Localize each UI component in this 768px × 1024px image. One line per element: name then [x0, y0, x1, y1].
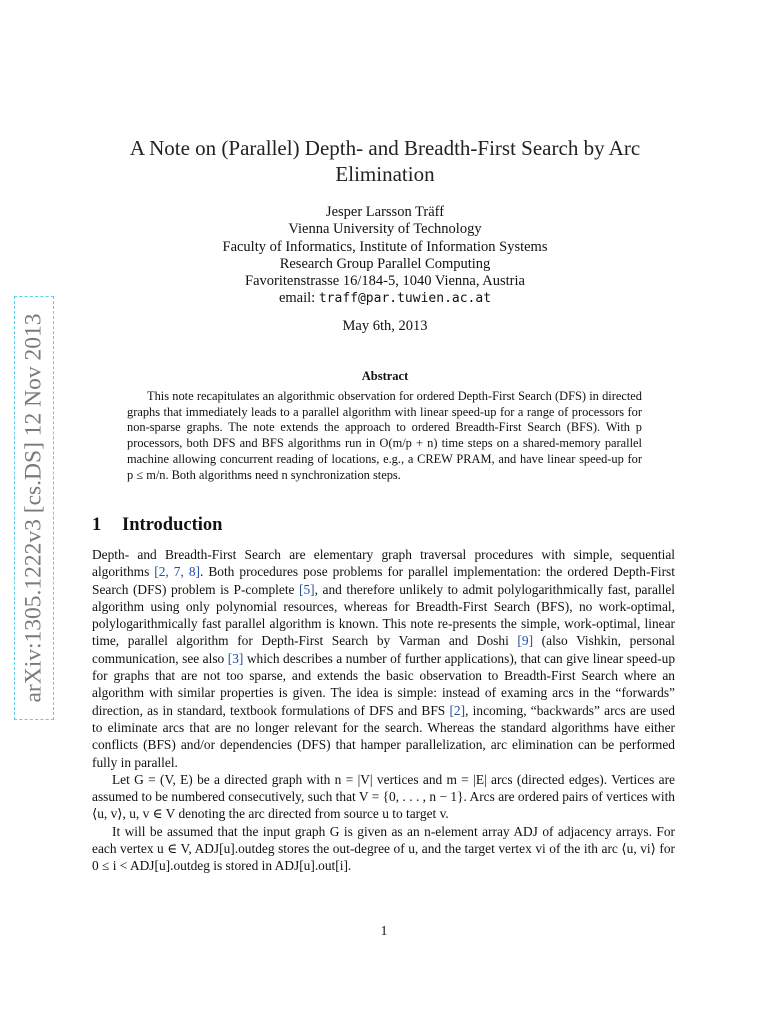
email-line: [90, 290, 680, 307]
paragraph-3: It will be assumed that the input graph G is given as an n-element array ADJ of adjacency arrays. For each vertex u ∈ V, ADJ[u].outdeg stores the out-degree of u, and the target vertex vi of the ith arc ⟨u, vi⟩ for 0 ≤ i < ADJ[u].outdeg is stored in ADJ[u].out[i].: [92, 823, 675, 874]
citation-link[interactable]: [2]: [449, 702, 466, 718]
citation-link[interactable]: [3]: [227, 650, 244, 666]
paragraph-1-text-c: , and therefore unlikely to admit polylogarithmically fast, parallel algorithm using only polynomial resources, whereas for Breadth-First Search (BFS), no work-optimal, polylogarithmically fast parallel algorithm is known. This note re-presents the simple, work-optimal, linear time, parallel algorithm for Depth-First Search by Varman and Doshi: [92, 581, 675, 649]
affiliation-group: Research Group Parallel Computing: [279, 255, 491, 272]
paragraph-1: [92, 546, 675, 771]
paragraph-2: Let G = (V, E) be a directed graph with n = |V| vertices and m = |E| arcs (directed edges). Vertices are assumed to be numbered consecutively, such that V = {0, . . . , n − 1}. Arcs are ordered pairs of vertices with ⟨u, v⟩, u, v ∈ V denoting the arc directed from source u to target v.: [92, 771, 675, 822]
arxiv-identifier-text: arXiv:1305.1222v3 [cs.DS] 12 Nov 2013: [20, 313, 47, 703]
section-heading-introduction: [92, 515, 222, 536]
affiliation-faculty: Faculty of Informatics, Institute of Information Systems: [222, 238, 548, 255]
author-block: [90, 204, 680, 308]
arxiv-identifier[interactable]: [14, 296, 54, 720]
paper-title: A Note on (Parallel) Depth- and Breadth-First Search by Arc Elimination: [129, 136, 641, 186]
citation-link[interactable]: [2, 7, 8]: [154, 564, 200, 580]
section-number: 1: [92, 515, 102, 535]
publication-date: May 6th, 2013: [342, 318, 428, 334]
abstract-text: This note recapitulates an algorithmic observation for ordered Depth-First Search (DFS) in directed graphs that immediately leads to a parallel algorithm with linear speed-up for a range of processors for non-sparse graphs. The note extends the approach to ordered Breadth-First Search (BFS). With p processors, both DFS and BFS algorithms run in O(m/p + n) time steps on a shared-memory parallel machine allowing concurrent reading of locations, e.g., a CREW PRAM, and have linear speed-up for p ≤ m/n. Both algorithms need n synchronization steps.: [127, 389, 642, 482]
author-name: Jesper Larsson Träff: [325, 204, 445, 220]
section-title: Introduction: [122, 515, 223, 535]
body-text: [92, 546, 675, 875]
email-label: email:: [278, 290, 319, 307]
address: Favoritenstrasse 16/184-5, 1040 Vienna, Austria: [245, 273, 525, 290]
paragraph-1-text-d: (also Vishkin, personal communication, see also: [92, 633, 675, 666]
paragraph-1-text-a: Depth- and Breadth-First Search are elementary graph traversal procedures with simple, sequential algorithms: [92, 547, 675, 580]
citation-link[interactable]: [5]: [299, 581, 315, 597]
email-address[interactable]: traff@par.tuwien.ac.at: [318, 291, 492, 307]
abstract-heading: Abstract: [361, 369, 409, 383]
paragraph-1-text-f: , incoming, “backwards” arcs are used to eliminate arcs that are no longer relevant for the search. Whereas the standard algorithms have either conflicts (BFS) and/or dependencies (DFS) that hamper parallelization, arc elimination can be performed fully in parallel.: [92, 702, 675, 770]
citation-link[interactable]: [9]: [517, 633, 534, 649]
paragraph-1-text-e: which describes a number of further applications), that can give linear speed-up for graphs that are not too sparse, and extends the basic observation to Breadth-First Search where an algorithm with similar properties is given. The idea is simple: instead of examing arcs in the “forwards” direction, as in standard, textbook formulations of DFS and BFS: [92, 650, 676, 718]
affiliation-university: Vienna University of Technology: [288, 221, 482, 238]
paragraph-1-text-b: . Both procedures pose problems for parallel implementation: the ordered Depth-First Search (DFS) problem is P-complete: [92, 564, 675, 597]
page-number: 1: [380, 923, 388, 938]
